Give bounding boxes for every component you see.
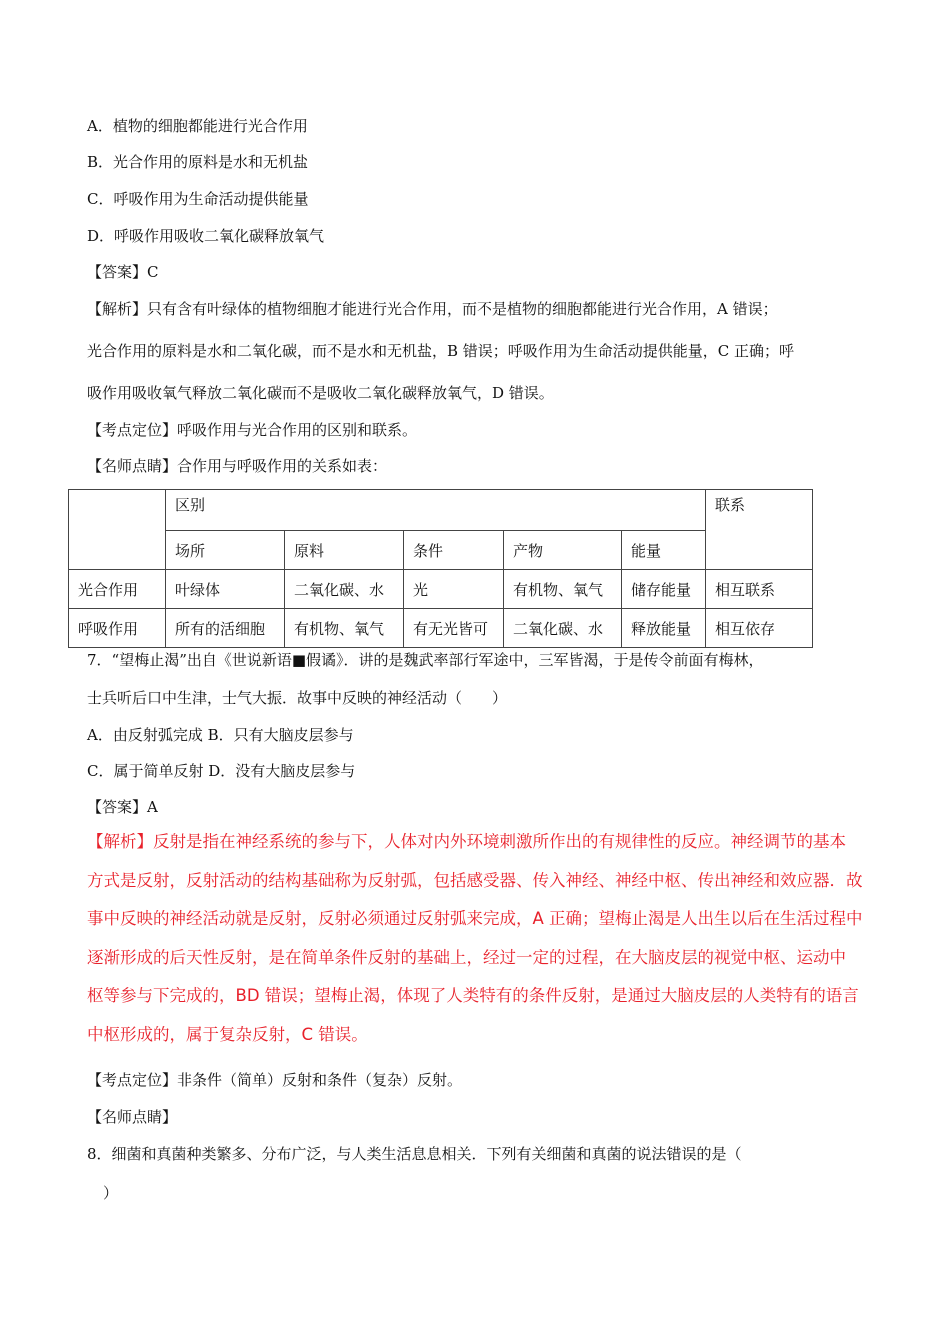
q8-stem-line-1: 8．细菌和真菌种类繁多、分布广泛，与人类生活息息相关．下列有关细菌和真菌的说法错误的是（ (87, 1145, 742, 1163)
table-row (69, 570, 813, 609)
table-row (69, 531, 813, 570)
q7-analysis-line: 方式是反射，反射活动的结构基础称为反射弧，包括感受器、传入神经、神经中枢、传出神经和效应器．故 (87, 870, 863, 890)
q6-option-d: D．呼吸作用吸收二氧化碳释放氧气 (87, 227, 325, 245)
table-cell: 二氧化碳、水 (285, 570, 404, 609)
q7-kaodian: 【考点定位】非条件（简单）反射和条件（复杂）反射。 (87, 1071, 463, 1089)
q8-stem-line-2: ） (103, 1184, 119, 1202)
table-header-cell: 能量 (622, 531, 706, 570)
table-header-cell: 原料 (285, 531, 404, 570)
table-cell: 叶绿体 (166, 570, 285, 609)
q7-analysis-line: 逐渐形成的后天性反射，是在简单条件反射的基础上，经过一定的过程，在大脑皮层的视觉中枢、运动中 (87, 947, 846, 967)
table-cell: 释放能量 (622, 609, 706, 648)
table-cell: 光 (404, 570, 504, 609)
table-corner-cell (69, 490, 166, 570)
q6-analysis-line: 【解析】只有含有叶绿体的植物细胞才能进行光合作用，而不是植物的细胞都能进行光合作用，A 错误； (87, 300, 778, 318)
table-cell-link: 相互联系 (706, 570, 813, 609)
q6-analysis-line: 吸作用吸收氧气释放二氧化碳而不是吸收二氧化碳释放氧气，D 错误。 (87, 384, 554, 402)
q7-options-line-1: A．由反射弧完成 B．只有大脑皮层参与 (87, 726, 354, 744)
relation-table (68, 489, 813, 648)
table-cell: 有机物、氧气 (285, 609, 404, 648)
q7-options-line-2: C．属于简单反射 D．没有大脑皮层参与 (87, 762, 356, 780)
table-header-qubie: 区别 (166, 490, 706, 531)
table-cell: 有机物、氧气 (504, 570, 622, 609)
q7-stem-line-2: 士兵听后口中生津，士气大振．故事中反映的神经活动（ ） (87, 689, 508, 707)
q6-analysis-line: 光合作用的原料是水和二氧化碳，而不是水和无机盐，B 错误；呼吸作用为生命活动提供能量，C 正确；呼 (87, 342, 795, 360)
q7-stem-line-1: 7．“望梅止渴”出自《世说新语■假谲》．讲的是魏武率部行军途中，三军皆渴，于是传令前面有梅林， (87, 651, 764, 669)
q7-analysis (87, 823, 877, 1054)
q6-kaodian: 【考点定位】呼吸作用与光合作用的区别和联系。 (87, 421, 418, 439)
table-cell: 所有的活细胞 (166, 609, 285, 648)
table-row (69, 609, 813, 648)
table-header-lianxi: 联系 (706, 490, 813, 570)
q6-option-b: B．光合作用的原料是水和无机盐 (87, 153, 309, 171)
q7-analysis-line: 中枢形成的，属于复杂反射，C 错误。 (87, 1024, 368, 1044)
q6-option-c: C．呼吸作用为生命活动提供能量 (87, 190, 309, 208)
q7-mingshi: 【名师点睛】 (87, 1108, 178, 1126)
q6-answer: 【答案】C (87, 263, 159, 281)
q7-analysis-line: 事中反映的神经活动就是反射，反射必须通过反射弧来完成，A 正确；望梅止渴是人出生以后在生活过程中 (87, 909, 863, 928)
table-cell-link: 相互依存 (706, 609, 813, 648)
q6-analysis (87, 290, 867, 412)
table-header-cell: 场所 (166, 531, 285, 570)
table-row (69, 490, 813, 531)
table-header-cell: 产物 (504, 531, 622, 570)
table-cell: 储存能量 (622, 570, 706, 609)
q6-mingshi: 【名师点睛】合作用与呼吸作用的关系如表： (87, 457, 388, 475)
q6-option-a: A．植物的细胞都能进行光合作用 (87, 117, 308, 135)
table-header-cell: 条件 (404, 531, 504, 570)
table-row-label: 呼吸作用 (69, 609, 166, 648)
q7-analysis-line: 【解析】反射是指在神经系统的参与下，人体对内外环境刺激所作出的有规律性的反应。神经调节的基本 (87, 832, 846, 851)
q7-answer: 【答案】A (87, 798, 158, 816)
table-cell: 二氧化碳、水 (504, 609, 622, 648)
q7-analysis-line: 枢等参与下完成的，BD 错误；望梅止渴，体现了人类特有的条件反射，是通过大脑皮层的人类特有的语言 (87, 986, 859, 1005)
table-cell: 有无光皆可 (404, 609, 504, 648)
table-row-label: 光合作用 (69, 570, 166, 609)
